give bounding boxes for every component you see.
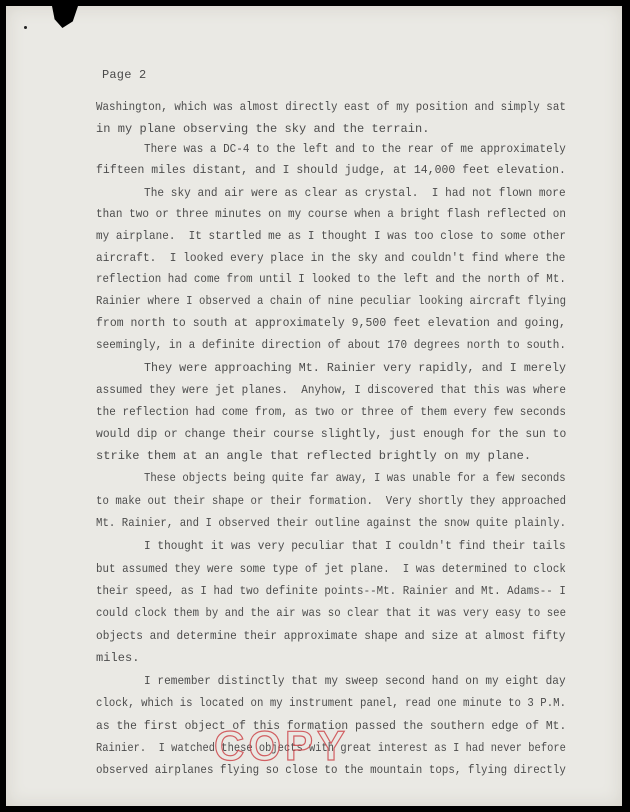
body-line: the reflection had come from, as two or three of them every few seconds (96, 405, 567, 419)
body-line: The sky and air were as clear as crystal. I had not flown more (144, 186, 566, 200)
typewritten-body (6, 6, 622, 806)
body-line: miles. (96, 651, 140, 665)
body-line: in my plane observing the sky and the terrain. (96, 122, 430, 136)
body-line: There was a DC-4 to the left and to the rear of me approximately (144, 142, 566, 156)
body-line: my airplane. It startled me as I thought I was too close to some other (96, 229, 567, 243)
body-line: would dip or change their course slightly, just enough for the sun to (96, 427, 567, 441)
body-line: Rainier. I watched these objects with great interest as I had never before (96, 741, 566, 755)
body-line: but assumed they were some type of jet plane. I was determined to clock (96, 562, 566, 576)
copy-stamp: COPY (214, 722, 350, 769)
body-line: Rainier where I observed a chain of nine peculiar looking aircraft flying (96, 294, 567, 308)
body-line: clock, which is located on my instrument panel, read one minute to 3 P.M. (96, 696, 567, 710)
body-line: than two or three minutes on my course when a bright flash reflected on (96, 207, 567, 221)
body-line: Washington, which was almost directly east of my position and simply sat (96, 100, 566, 114)
body-line: as the first object of this formation passed the southern edge of Mt. (96, 719, 567, 733)
body-line: I thought it was very peculiar that I couldn't find their tails (144, 539, 566, 553)
page-number: Page 2 (102, 68, 147, 82)
document-page (6, 6, 622, 806)
body-line: They were approaching Mt. Rainier very rapidly, and I merely (144, 361, 567, 375)
body-line: from north to south at approximately 9,500 feet elevation and going, (96, 316, 566, 330)
body-line: seemingly, in a definite direction of about 170 degrees north to south. (96, 338, 567, 352)
body-line: to make out their shape or their formation. Very shortly they approached (96, 494, 567, 508)
body-line: could clock them by and the air was so clear that it was very easy to see (96, 606, 567, 620)
body-line: observed airplanes flying so close to the mountain tops, flying directly (96, 763, 566, 777)
body-line: objects and determine their approximate shape and size at almost fifty (96, 629, 566, 643)
body-line: These objects being quite far away, I was unable for a few seconds (144, 471, 566, 485)
body-line: strike them at an angle that reflected brightly on my plane. (96, 449, 532, 463)
body-line: assumed they were jet planes. Anyhow, I discovered that this was where (96, 383, 567, 397)
body-line: aircraft. I looked every place in the sky and couldn't find where the (96, 251, 566, 265)
body-line: I remember distinctly that my sweep second hand on my eight day (144, 674, 566, 688)
body-line: reflection had come from until I looked to the left and the north of Mt. (96, 272, 566, 286)
body-line: their speed, as I had two definite points--Mt. Rainier and Mt. Adams-- I (96, 584, 566, 598)
body-line: fifteen miles distant, and I should judge, at 14,000 feet elevation. (96, 163, 566, 177)
body-line: Mt. Rainier, and I observed their outline against the snow quite plainly. (96, 516, 567, 530)
